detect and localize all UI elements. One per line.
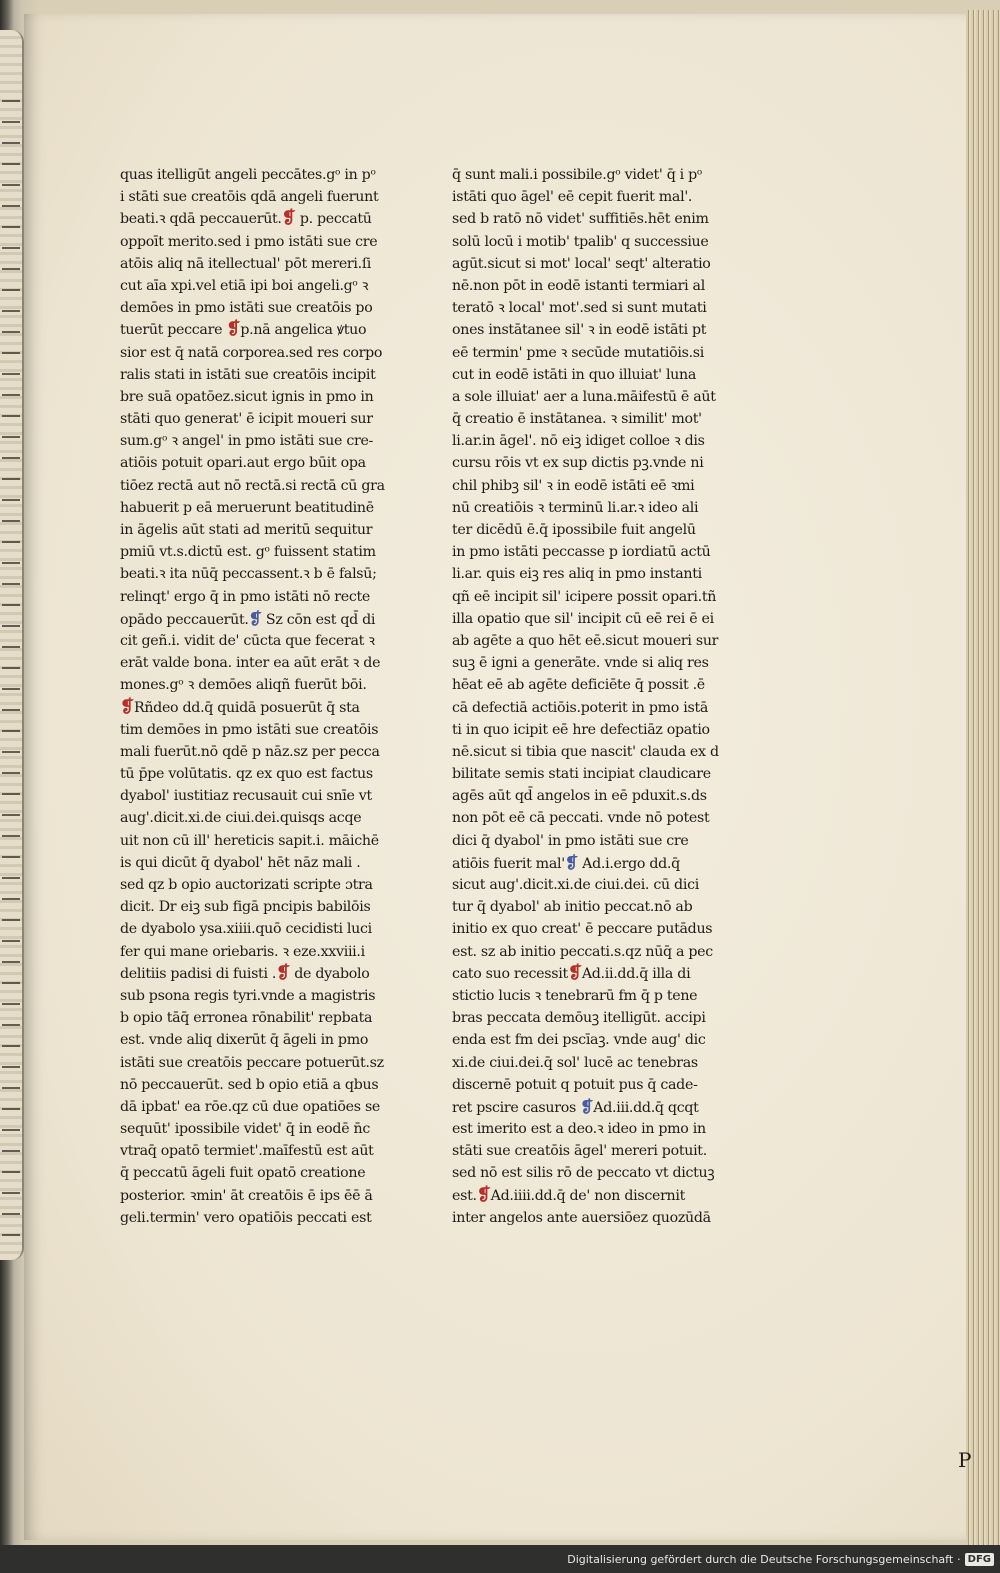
text-line: mones.gᵒ ꝛ demōes aliqñ fuerūt bōi. [120, 677, 367, 694]
text-line: is qui dicūt q̄ dyabol' hēt nāz mali . [120, 854, 361, 871]
text-line: erāt valde bona. inter ea aūt erāt ꝛ de [120, 655, 381, 672]
text-line: est.❡Ad.iiii.dd.q̄ de' non discernit [452, 1184, 686, 1205]
text-line: relinqt' ergo q̄ in pmo istāti nō recte [120, 588, 370, 605]
text-column-left [120, 164, 420, 1229]
text-line: est. sz ab initio peccati.s.qz nūq̄ a pec [452, 943, 713, 960]
text-line: atōis aliq nā itellectual' pōt mereri.ſi [120, 255, 372, 272]
text-line: stāti quo generat' ē icipit moueri sur [120, 411, 373, 428]
text-line: pmiū vt.s.dictū est. gᵒ fuissent statim [120, 544, 376, 561]
book-fore-edge [966, 10, 1000, 1545]
text-line: beati.ꝛ ita nūq̄ peccassent.ꝛ b ē falsū; [120, 566, 377, 583]
text-line: ❡Rñdeo dd.q̄ quidā posuerūt q̄ sta [120, 696, 360, 717]
red-paragraph-mark-icon: ❡ [120, 696, 134, 717]
text-line: hēat eē ab agēte deficiēte q̄ possit .ē [452, 677, 705, 694]
text-line: mali fuerūt.nō qdē p nāz.sz per pecca [120, 743, 380, 760]
text-line: cursu rōis vt ex sup dictis pꝫ.vnde ni [452, 455, 704, 472]
text-line: tur q̄ dyabol' ab initio peccat.nō ab [452, 899, 693, 916]
footer-credit-text: Digitalisierung gefördert durch die Deutsche Forschungsgemeinschaft [567, 1552, 954, 1566]
text-line: q̄ creatio ē instātanea. ꝛ similit' mot' [452, 411, 702, 428]
text-line: nū creatiōis ꝛ terminū li.ar.ꝛ ideo ali [452, 499, 699, 516]
blue-paragraph-mark-icon: ❡ [248, 608, 262, 628]
text-line: quas itelligūt angeli peccātes.gᵒ in pᵒ [120, 167, 376, 183]
text-line: agēs aūt qd̄ angelos in eē pduxit.s.ds [452, 788, 707, 805]
text-line: nō peccauerūt. sed b opio etiā a qbus [120, 1076, 379, 1093]
text-line: nē.non pōt in eodē istanti termiari al [452, 277, 705, 294]
text-line: sed qz b opio auctorizati scripte ɔtra [120, 877, 373, 893]
text-line: i stāti sue creatōis qdā angeli fuerunt [120, 189, 379, 206]
text-line: oppoīt merito.sed i pmo istāti sue cre [120, 233, 378, 250]
text-line: cit geñ.i. vidit de' cūcta que fecerat ꝛ [120, 632, 375, 649]
text-line: geli.termin' vero opatiōis peccati est [120, 1209, 372, 1226]
text-line: eē termin' pme ꝛ secūde mutatiōis.si [452, 344, 705, 361]
text-line: sicut aug'.dicit.xi.de ciui.dei. cū dici [452, 877, 699, 893]
text-line: in āgelis aūt stati ad meritū sequitur [120, 522, 373, 538]
text-line: tiōez rectā aut nō rectā.si rectā cū gra [120, 477, 385, 494]
text-line: atiōis fuerit mal'❡ Ad.i.ergo dd.q̄ [452, 852, 742, 874]
text-line: atiōis potuit opari.aut ergo būit opa [120, 455, 366, 472]
text-line: enda est fm dei pscīaꝫ. vnde aug' dic [452, 1032, 706, 1049]
text-line: illa opatio que sil' incipit cū eē rei ē ei [452, 610, 714, 627]
digitization-footer [0, 1545, 1000, 1573]
red-paragraph-mark-icon: ❡ [276, 962, 291, 983]
footer-separator: · [957, 1552, 961, 1566]
text-line: in pmo istāti peccasse p iordiatū actū [452, 544, 711, 561]
text-line: habuerit p eā meruerunt beatitudinē [120, 499, 374, 516]
text-line: dici q̄ dyabol' in pmo istāti sue cre [452, 832, 689, 849]
blue-paragraph-mark-icon: ❡ [564, 852, 578, 872]
previous-page-text-fragment [2, 90, 20, 1240]
previous-page-edge [0, 30, 24, 1260]
text-line: uit non cū ill' hereticis sapit.i. māichē [120, 832, 379, 849]
text-column-right [452, 164, 742, 1229]
text-line: initio ex quo creat' ē peccare putādus [452, 921, 713, 938]
text-line: est. vnde aliq dixerūt q̄ āgeli in pmo [120, 1032, 369, 1049]
text-line: cā defectiā actiōis.poterit in pmo istā [452, 699, 709, 716]
text-line: teratō ꝛ local' mot'.sed si sunt mutati [452, 300, 707, 317]
text-line: stictio lucis ꝛ tenebrarū fm q̄ p tene [452, 987, 698, 1004]
text-line: sior est q̄ natā corporea.sed res corpo [120, 344, 383, 361]
text-line: li.ar.in āgel'. nō eiꝫ idiget colloe ꝛ dis [452, 433, 705, 450]
red-paragraph-mark-icon: ❡ [226, 319, 241, 340]
text-line: bras peccata demōuꝫ itelligūt. accipi [452, 1010, 706, 1027]
text-line: est imerito est a deo.ꝛ ideo in pmo in [452, 1121, 706, 1138]
text-line: li.ar. quis eiꝫ res aliq in pmo instanti [452, 566, 702, 583]
text-line: q̄ sunt mali.i possibile.gᵒ videt' q̄ i pᵒ [452, 167, 703, 183]
red-paragraph-mark-icon: ❡ [567, 962, 582, 983]
red-paragraph-mark-icon: ❡ [281, 208, 296, 229]
text-line: vtraq̄ opatō termiet'.maīfestū est aūt [120, 1143, 374, 1160]
text-line: tim demōes in pmo istāti sue creatōis [120, 721, 379, 738]
text-line: cut aīa xpi.vel etiā ipi boi angeli.gᵒ ꝛ [120, 277, 369, 294]
text-line: stāti sue creatōis āgel' mereri potuit. [452, 1143, 707, 1160]
signature-mark: P [958, 1448, 972, 1472]
text-line: nē.sicut si tibia que nascit' clauda ex d [452, 743, 719, 760]
text-line: dā ipbat' ea rōe.qz cū due opatiōes se [120, 1098, 381, 1115]
text-line: ones instātanee sil' ꝛ in eodē istāti pt [452, 322, 707, 339]
text-line: sed nō est silis rō de peccato vt dictuꝫ [452, 1165, 715, 1182]
text-line: istāti quo āgel' eē cepit fuerit mal'. [452, 189, 693, 206]
text-line: tuerūt peccare ❡p.nā angelica ꝟtuo [120, 319, 367, 340]
text-line: ralis stati in istāti sue creatōis incipit [120, 366, 376, 383]
red-paragraph-mark-icon: ❡ [476, 1184, 491, 1205]
text-line: beati.ꝛ qdā peccauerūt.❡ p. peccatū [120, 208, 372, 229]
text-line: qñ eē incipit sil' icipere possit opari.tñ [452, 588, 717, 605]
text-line: ter dicēdū ē.q̄ ipossibile fuit angelū [452, 522, 696, 538]
text-line: inter angelos ante auersiōez quozūdā [452, 1209, 711, 1226]
text-line: cato suo recessit❡Ad.ii.dd.q̄ illa di [452, 962, 691, 983]
text-line: istāti sue creatōis peccare potuerūt.sz [120, 1054, 384, 1071]
text-line: sed b ratō nō videt' suffitiēs.hēt enim [452, 211, 709, 228]
text-line: discernē potuit q potuit pus q̄ cade- [452, 1076, 698, 1093]
text-line: q̄ peccatū āgeli fuit opatō creatione [120, 1165, 366, 1182]
text-line: posterior. ꝛmin' āt creatōis ē ips ēē ā [120, 1187, 373, 1204]
text-line: demōes in pmo istāti sue creatōis po [120, 300, 373, 317]
text-line: ret pscire casuros ❡Ad.iii.dd.q̄ qcqt [452, 1096, 742, 1118]
text-line: agūt.sicut si mot' local' seqt' alteratio [452, 255, 711, 272]
text-line: b opio tāq̄ erronea rōnabilit' repbata [120, 1010, 373, 1027]
blue-paragraph-mark-icon: ❡ [580, 1096, 594, 1116]
dfg-logo: DFG [965, 1553, 994, 1566]
text-line: bilitate semis stati incipiat claudicare [452, 766, 711, 783]
text-line: solū locū i motib' tpalib' q successiue [452, 233, 709, 250]
text-line: aug'.dicit.xi.de ciui.dei.quisqs acqe [120, 810, 362, 827]
text-line: tū p̄pe volūtatis. qz ex quo est factus [120, 766, 373, 783]
text-line: cut in eodē istāti in quo illuiat' luna [452, 366, 697, 383]
text-line: sequūt' ipossibile videt' q̄ in eodē n̄c [120, 1121, 370, 1138]
text-line: xi.de ciui.dei.q̄ sol' lucē ac tenebras [452, 1054, 698, 1071]
text-line: dicit. Dr eiꝫ sub figā pncipis babilōis [120, 899, 371, 916]
text-line: bre suā opatōez.sicut ignis in pmo in [120, 388, 374, 405]
text-line: ti in quo icipit eē hre defectiāz opatio [452, 721, 710, 738]
text-line: dyabol' iustitiaz recusauit cui snīe vt [120, 788, 372, 805]
text-line: delitiis padisi di fuisti .❡ de dyabolo [120, 962, 370, 983]
text-line: chil phibꝫ sil' ꝛ in eodē istāti eē ꝛmi [452, 477, 695, 494]
text-line: sum.gᵒ ꝛ angel' in pmo istāti sue cre- [120, 433, 374, 450]
text-line: ab agēte a quo hēt eē.sicut moueri sur [452, 632, 719, 649]
text-line: opādo peccauerūt.❡ Sz cōn est qd̄ di [120, 608, 420, 630]
text-line: suꝫ ē igni a generāte. vnde si aliq res [452, 655, 709, 672]
text-line: non pōt eē cā peccati. vnde nō potest [452, 810, 710, 827]
text-line: sub psona regis tyri.vnde a magistris [120, 987, 376, 1004]
text-line: de dyabolo ysa.xiiii.quō cecidisti luci [120, 921, 372, 938]
text-line: fer qui mane oriebaris. ꝛ eze.xxviii.i [120, 943, 365, 960]
text-line: a sole illuiat' aer a luna.māifestū ē aūt [452, 388, 716, 405]
